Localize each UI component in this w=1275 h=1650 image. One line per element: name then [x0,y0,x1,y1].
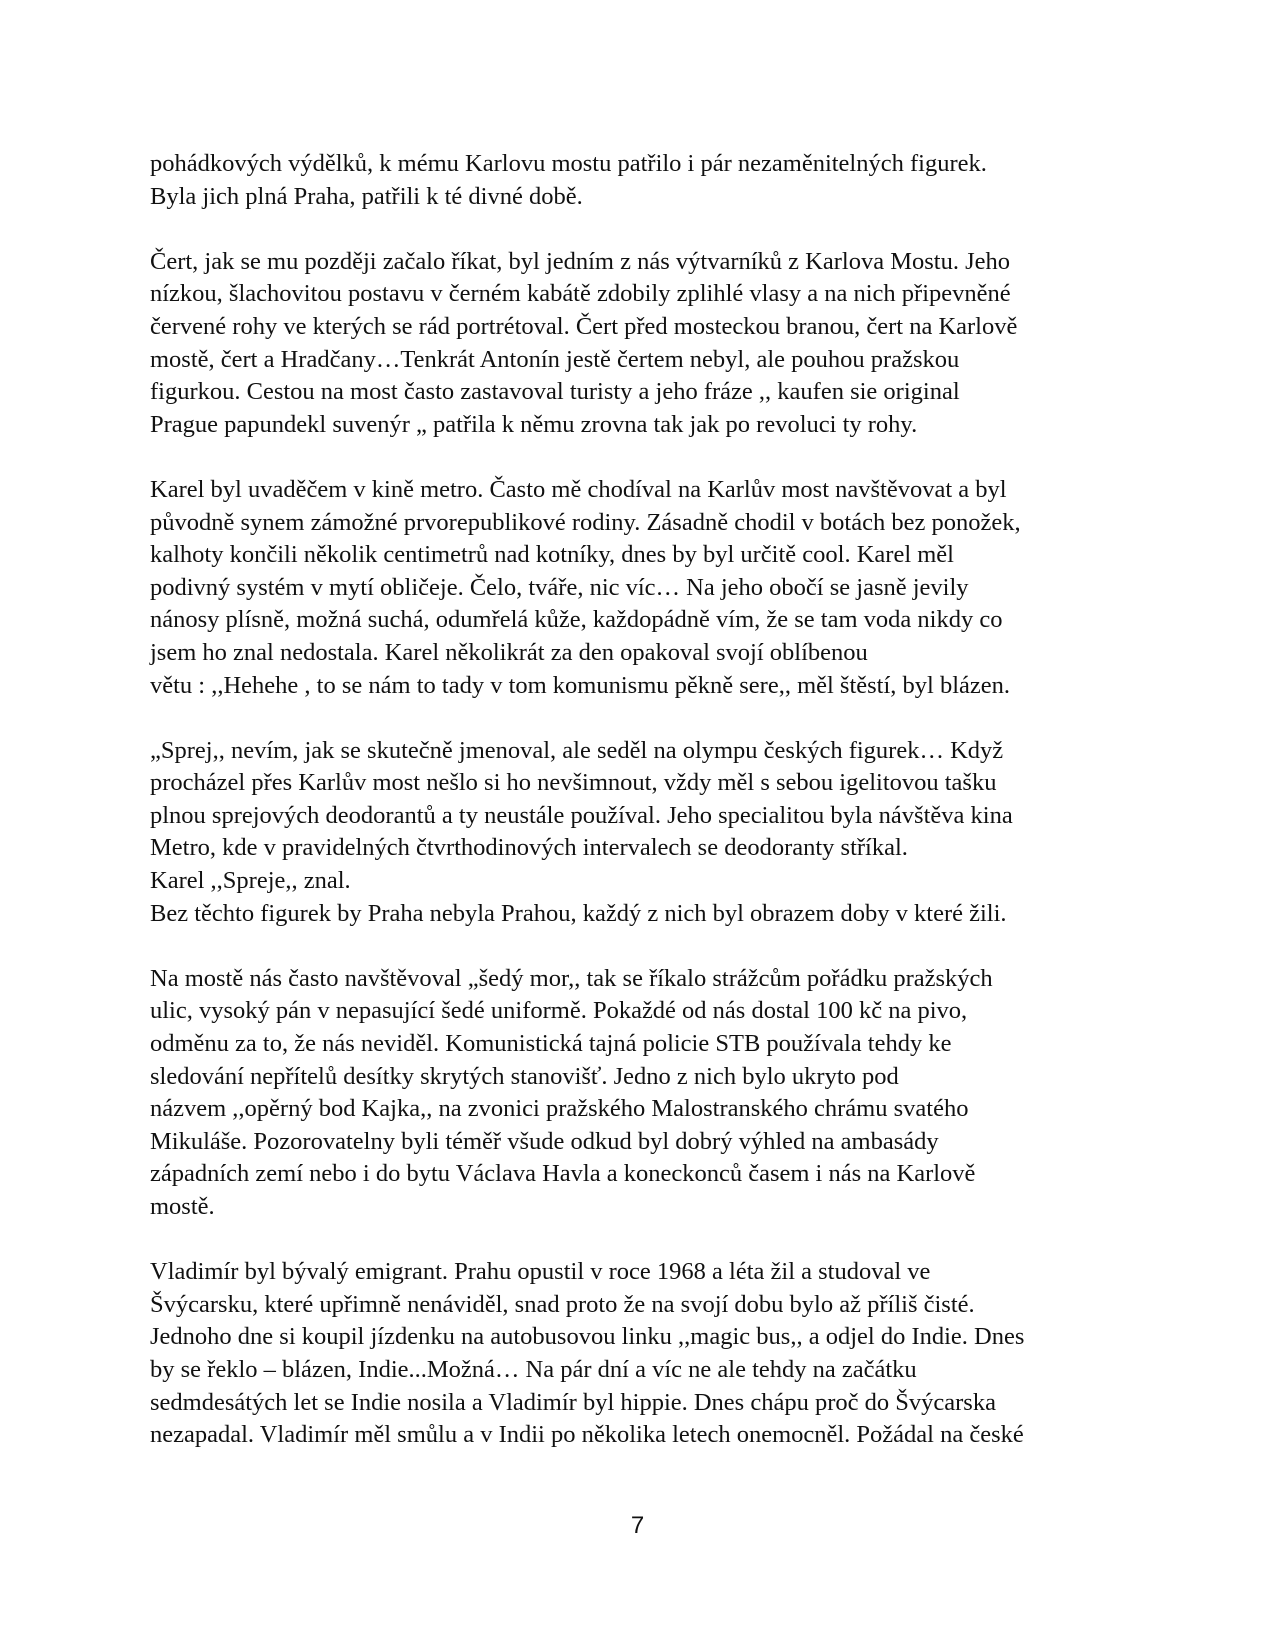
text-line: plnou sprejových deodorantů a ty neustále používal. Jeho specialitou byla návštěva kina [150,801,1013,829]
text-line: názvem ,,opěrný bod Kajka,, na zvonici pražského Malostranského chrámu svatého [150,1095,969,1123]
text-line: Na mostě nás často navštěvoval „šedý mor,, tak se říkalo strážcům pořádku pražských [150,964,993,992]
page-number: 7 [630,1512,645,1539]
text-line: mostě, čert a Hradčany…Tenkrát Antonín jestě čertem nebyl, ale pouhou pražskou [150,345,960,373]
text-line: Švýcarsku, které upřimně nenáviděl, snad proto že na svojí dobu bylo až příliš čisté. [150,1290,975,1318]
text-line: kalhoty končili několik centimetrů nad kotníky, dnes by byl určitě cool. Karel měl [150,541,954,569]
text-line: odměnu za to, že nás neviděl. Komunistická tajná policie STB používala tehdy ke [150,1030,952,1058]
text-line: Karel byl uvaděčem v kině metro. Často mě chodíval na Karlův most navštěvovat a byl [150,475,1007,503]
text-line: by se řeklo – blázen, Indie...Možná… Na pár dní a víc ne ale tehdy na začátku [150,1355,917,1383]
paragraph [150,735,1125,931]
text-line: nízkou, šlachovitou postavu v černém kabátě zdobily zplihlé vlasy a na nich připevněné [150,280,1011,308]
text-line: Jednoho dne si koupil jízdenku na autobusovou linku ,,magic bus,, a odjel do Indie. Dnes [150,1323,1025,1351]
paragraph [150,148,1125,213]
text-line: pohádkových výdělků, k mému Karlovu mostu patřilo i pár nezaměnitelných figurek. [150,150,987,177]
text-line: figurkou. Cestou na most často zastavoval turisty a jeho fráze ,, kaufen sie original [150,378,960,406]
text-line: nánosy plísně, možná suchá, odumřelá kůže, každopádně vím, že se tam voda nikdy co [150,606,1003,634]
body-text [150,148,1125,1484]
text-line: „Sprej,, nevím, jak se skutečně jmenoval, ale seděl na olympu českých figurek… Když [150,736,1004,764]
text-line: původně synem zámožné prvorepublikové rodiny. Zásadně chodil v botách bez ponožek, [150,508,1021,536]
text-line: Bez těchto figurek by Praha nebyla Prahou, každý z nich byl obrazem doby v které žili. [150,899,1007,927]
paragraph [150,246,1125,442]
text-line: větu : ,,Hehehe , to se nám to tady v tom komunismu pěkně sere,, měl štěstí, byl blázen. [150,671,1011,699]
text-line: západních zemí nebo i do bytu Václava Havla a koneckonců časem i nás na Karlově [150,1160,976,1188]
text-line: Byla jich plná Praha, patřili k té divné době. [150,182,583,210]
text-line: podivný systém v mytí obličeje. Čelo, tváře, nic víc… Na jeho obočí se jasně jevily [150,573,969,601]
text-line: nezapadal. Vladimír měl smůlu a v Indii po několika letech onemocněl. Požádal na české [150,1421,1024,1449]
text-line: Vladimír byl bývalý emigrant. Prahu opustil v roce 1968 a léta žil a studoval ve [150,1258,931,1286]
text-line: Metro, kde v pravidelných čtvrthodinových intervalech se deodoranty stříkal. [150,834,908,862]
text-line: Mikuláše. Pozorovatelny byli téměř všude odkud byl dobrý výhled na ambasády [150,1127,939,1155]
text-line: Prague papundekl suvenýr „ patřila k němu zrovna tak jak po revoluci ty rohy. [150,410,918,438]
text-line: sedmdesátých let se Indie nosila a Vladimír byl hippie. Dnes chápu proč do Švýcarska [150,1388,996,1416]
text-line: Čert, jak se mu později začalo říkat, byl jedním z nás výtvarníků z Karlova Mostu. Jeho [150,247,1010,275]
text-line: červené rohy ve kterých se rád portrétoval. Čert před mosteckou branou, čert na Karlově [150,312,1018,340]
text-line: mostě. [150,1193,215,1220]
paragraph [150,1256,1125,1452]
text-line: sledování nepřítelů desítky skrytých stanovišť. Jedno z nich bylo ukryto pod [150,1062,899,1090]
text-line: jsem ho znal nedostala. Karel několikrát za den opakoval svojí oblíbenou [150,638,868,666]
text-line: Karel ,,Spreje,, znal. [150,867,351,895]
text-line: ulic, vysoký pán v nepasující šedé uniformě. Pokaždé od nás dostal 100 kč na pivo, [150,997,968,1025]
paragraph [150,474,1125,702]
paragraph [150,963,1125,1224]
text-line: procházel přes Karlův most nešlo si ho nevšimnout, vždy měl s sebou igelitovou tašku [150,769,997,797]
